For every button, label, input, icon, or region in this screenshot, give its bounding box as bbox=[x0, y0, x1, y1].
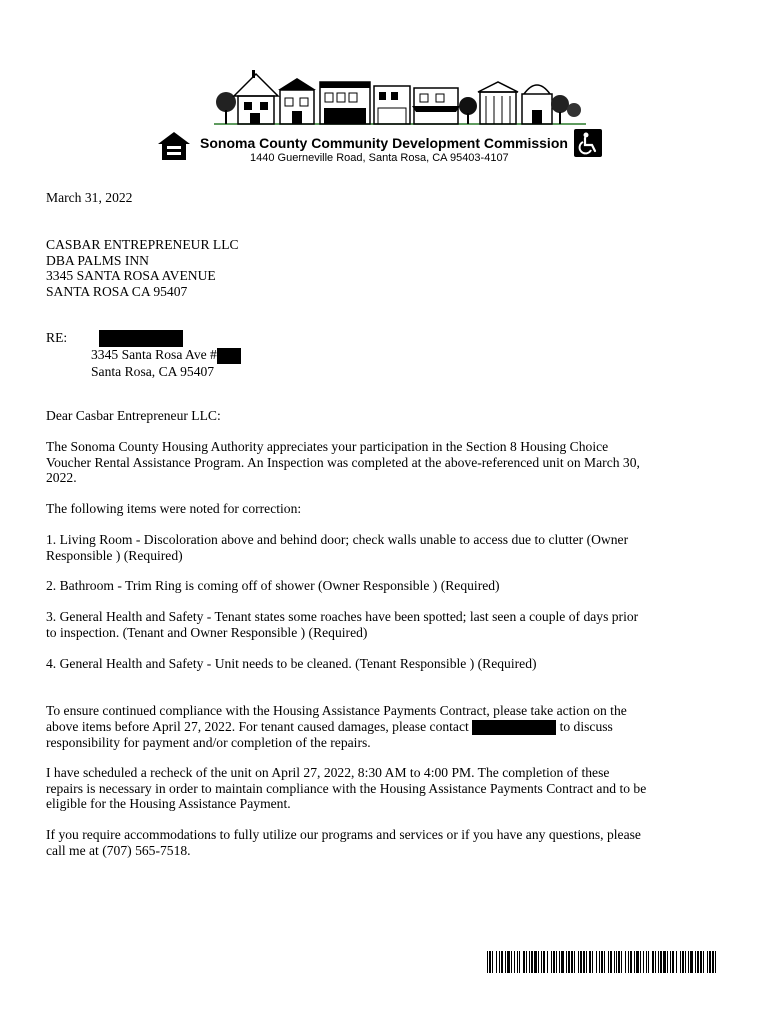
barcode-bar bbox=[511, 951, 512, 973]
barcode-bar bbox=[695, 951, 696, 973]
barcode-bar bbox=[543, 951, 545, 973]
re-label: RE: bbox=[46, 330, 68, 345]
redacted-tenant-name bbox=[99, 330, 183, 347]
paragraph-line: The Sonoma County Housing Authority appreciates your participation in the Section 8 Housing Choice bbox=[46, 439, 609, 454]
barcode-bar bbox=[501, 951, 503, 973]
barcode-bar bbox=[574, 951, 575, 973]
recipient-line: CASBAR ENTREPRENEUR LLC bbox=[46, 237, 239, 252]
barcode-bar bbox=[589, 951, 591, 973]
barcode-bar bbox=[578, 951, 579, 973]
barcode-bar bbox=[519, 951, 520, 973]
items-heading-text: The following items were noted for correction: bbox=[46, 501, 302, 516]
barcode-bar bbox=[630, 951, 632, 973]
barcode-bar bbox=[571, 951, 573, 973]
item-line: 3. General Health and Safety - Tenant states some roaches have been spotted; last seen a couple of days prior bbox=[46, 609, 639, 624]
correction-item bbox=[46, 578, 718, 594]
barcode-bar bbox=[529, 951, 530, 973]
barcode-bar bbox=[559, 951, 560, 973]
barcode-bar bbox=[566, 951, 567, 973]
compliance-text-before: above items before April 27, 2022. For tenant caused damages, please contact bbox=[46, 718, 473, 734]
re-address-text: 3345 Santa Rosa Ave # bbox=[91, 347, 217, 363]
recipient-line: 3345 SANTA ROSA AVENUE bbox=[46, 268, 216, 283]
barcode-bar bbox=[601, 951, 603, 973]
barcode-bar bbox=[646, 951, 647, 973]
barcode-bar bbox=[553, 951, 555, 973]
barcode-bar bbox=[707, 951, 708, 973]
barcode-bar bbox=[551, 951, 552, 973]
recipient-line: SANTA ROSA CA 95407 bbox=[46, 283, 188, 299]
recipient-line: DBA PALMS INN bbox=[46, 252, 149, 268]
re-city-line: Santa Rosa, CA 95407 bbox=[91, 364, 215, 380]
barcode-bar bbox=[517, 951, 518, 973]
barcode-bar bbox=[583, 951, 585, 973]
barcode-bar bbox=[496, 951, 497, 973]
barcode-bar bbox=[685, 951, 686, 973]
paragraph-line bbox=[46, 719, 718, 735]
barcode-bar bbox=[514, 951, 515, 973]
barcode-bar bbox=[628, 951, 629, 973]
barcode-bar bbox=[670, 951, 671, 973]
barcode-bar bbox=[676, 951, 677, 973]
paragraph-line: eligible for the Housing Assistance Payment. bbox=[46, 796, 291, 811]
item-line: 2. Bathroom - Trim Ring is coming off of shower (Owner Responsible ) (Required) bbox=[46, 578, 500, 593]
letterhead bbox=[0, 60, 768, 170]
barcode-bar bbox=[663, 951, 666, 973]
barcode-bar bbox=[700, 951, 702, 973]
organization-name: Sonoma County Community Development Commission bbox=[200, 135, 568, 151]
intro-paragraph bbox=[46, 439, 718, 486]
barcode-bar bbox=[655, 951, 656, 973]
barcode-bar bbox=[592, 951, 593, 973]
accessibility-icon bbox=[574, 129, 602, 157]
equal-housing-opportunity-icon bbox=[157, 131, 191, 161]
barcode-bar bbox=[547, 951, 548, 973]
barcode-bar bbox=[610, 951, 612, 973]
barcode-bar bbox=[531, 951, 533, 973]
barcode-bar bbox=[561, 951, 564, 973]
barcode-bar bbox=[505, 951, 506, 973]
barcode-bar bbox=[616, 951, 617, 973]
barcode-bar bbox=[697, 951, 699, 973]
paragraph-line: call me at (707) 565-7518. bbox=[46, 842, 191, 858]
barcode-bar bbox=[682, 951, 684, 973]
barcode-bar bbox=[640, 951, 641, 973]
compliance-text-after: to discuss bbox=[556, 718, 613, 734]
barcode-bar bbox=[487, 951, 488, 973]
paragraph-line: If you require accommodations to fully utilize our programs and services or if you have any questions, please bbox=[46, 827, 641, 842]
barcode-bar bbox=[688, 951, 689, 973]
item-line: Responsible ) (Required) bbox=[46, 547, 183, 563]
closing-paragraph bbox=[46, 827, 718, 858]
barcode-bar bbox=[652, 951, 654, 973]
redacted-unit-number bbox=[217, 348, 241, 364]
re-address-line bbox=[46, 347, 718, 364]
barcode-bar bbox=[712, 951, 714, 973]
barcode-icon bbox=[487, 951, 717, 973]
barcode-bar bbox=[634, 951, 635, 973]
barcode-bar bbox=[660, 951, 662, 973]
letter-date bbox=[46, 190, 718, 206]
barcode-bar bbox=[643, 951, 644, 973]
barcode-bar bbox=[614, 951, 615, 973]
barcode-bar bbox=[608, 951, 609, 973]
recipient-address-block bbox=[46, 237, 718, 299]
paragraph-line: I have scheduled a recheck of the unit on April 27, 2022, 8:30 AM to 4:00 PM. The completion of these bbox=[46, 765, 610, 780]
barcode-bar bbox=[672, 951, 674, 973]
barcode-bar bbox=[709, 951, 711, 973]
barcode-bar bbox=[621, 951, 622, 973]
re-block bbox=[46, 330, 718, 380]
townscape-icon bbox=[214, 66, 586, 128]
barcode-bar bbox=[526, 951, 527, 973]
redacted-contact-name bbox=[472, 720, 556, 735]
barcode-bar bbox=[534, 951, 537, 973]
paragraph-line: repairs is necessary in order to maintain compliance with the Housing Assistance Payments Contract and to be bbox=[46, 780, 647, 796]
item-line: 4. General Health and Safety - Unit needs to be cleaned. (Tenant Responsible ) (Required) bbox=[46, 656, 537, 671]
paragraph-line: To ensure continued compliance with the Housing Assistance Payments Contract, please take action on the bbox=[46, 703, 627, 718]
barcode-bar bbox=[658, 951, 659, 973]
barcode-bar bbox=[523, 951, 525, 973]
item-line: 1. Living Room - Discoloration above and behind door; check walls unable to access due to clutter (Owner bbox=[46, 532, 629, 547]
barcode-bar bbox=[703, 951, 704, 973]
date-text: March 31, 2022 bbox=[46, 190, 133, 205]
salutation-text: Dear Casbar Entrepreneur LLC: bbox=[46, 408, 221, 423]
barcode-bar bbox=[586, 951, 587, 973]
barcode-bar bbox=[541, 951, 542, 973]
barcode-bar bbox=[538, 951, 539, 973]
correction-item bbox=[46, 656, 718, 672]
barcode-bar bbox=[556, 951, 557, 973]
paragraph-line: 2022. bbox=[46, 470, 77, 485]
barcode-bar bbox=[489, 951, 491, 973]
re-label-line bbox=[46, 330, 718, 347]
barcode-bar bbox=[568, 951, 570, 973]
barcode-bar bbox=[604, 951, 605, 973]
correction-item bbox=[46, 532, 718, 563]
paragraph-line: Voucher Rental Assistance Program. An Inspection was completed at the above-referenced unit on March 30, bbox=[46, 454, 640, 470]
barcode-bar bbox=[625, 951, 626, 973]
salutation bbox=[46, 408, 718, 424]
barcode-bar bbox=[580, 951, 582, 973]
barcode-bar bbox=[492, 951, 493, 973]
barcode-bar bbox=[715, 951, 716, 973]
barcode-bar bbox=[680, 951, 681, 973]
correction-item bbox=[46, 609, 718, 640]
barcode-bar bbox=[499, 951, 500, 973]
organization-address: 1440 Guerneville Road, Santa Rosa, CA 95403-4107 bbox=[250, 152, 509, 164]
item-line: to inspection. (Tenant and Owner Responsible ) (Required) bbox=[46, 624, 368, 640]
barcode-bar bbox=[636, 951, 639, 973]
barcode-bar bbox=[618, 951, 620, 973]
recheck-paragraph bbox=[46, 765, 718, 812]
barcode-bar bbox=[599, 951, 600, 973]
paragraph-line: responsibility for payment and/or completion of the repairs. bbox=[46, 734, 371, 750]
barcode-bar bbox=[596, 951, 597, 973]
compliance-paragraph bbox=[46, 703, 718, 750]
barcode-bar bbox=[667, 951, 668, 973]
barcode-bar bbox=[507, 951, 510, 973]
items-heading bbox=[46, 501, 718, 517]
barcode-bar bbox=[648, 951, 649, 973]
barcode-bar bbox=[690, 951, 693, 973]
